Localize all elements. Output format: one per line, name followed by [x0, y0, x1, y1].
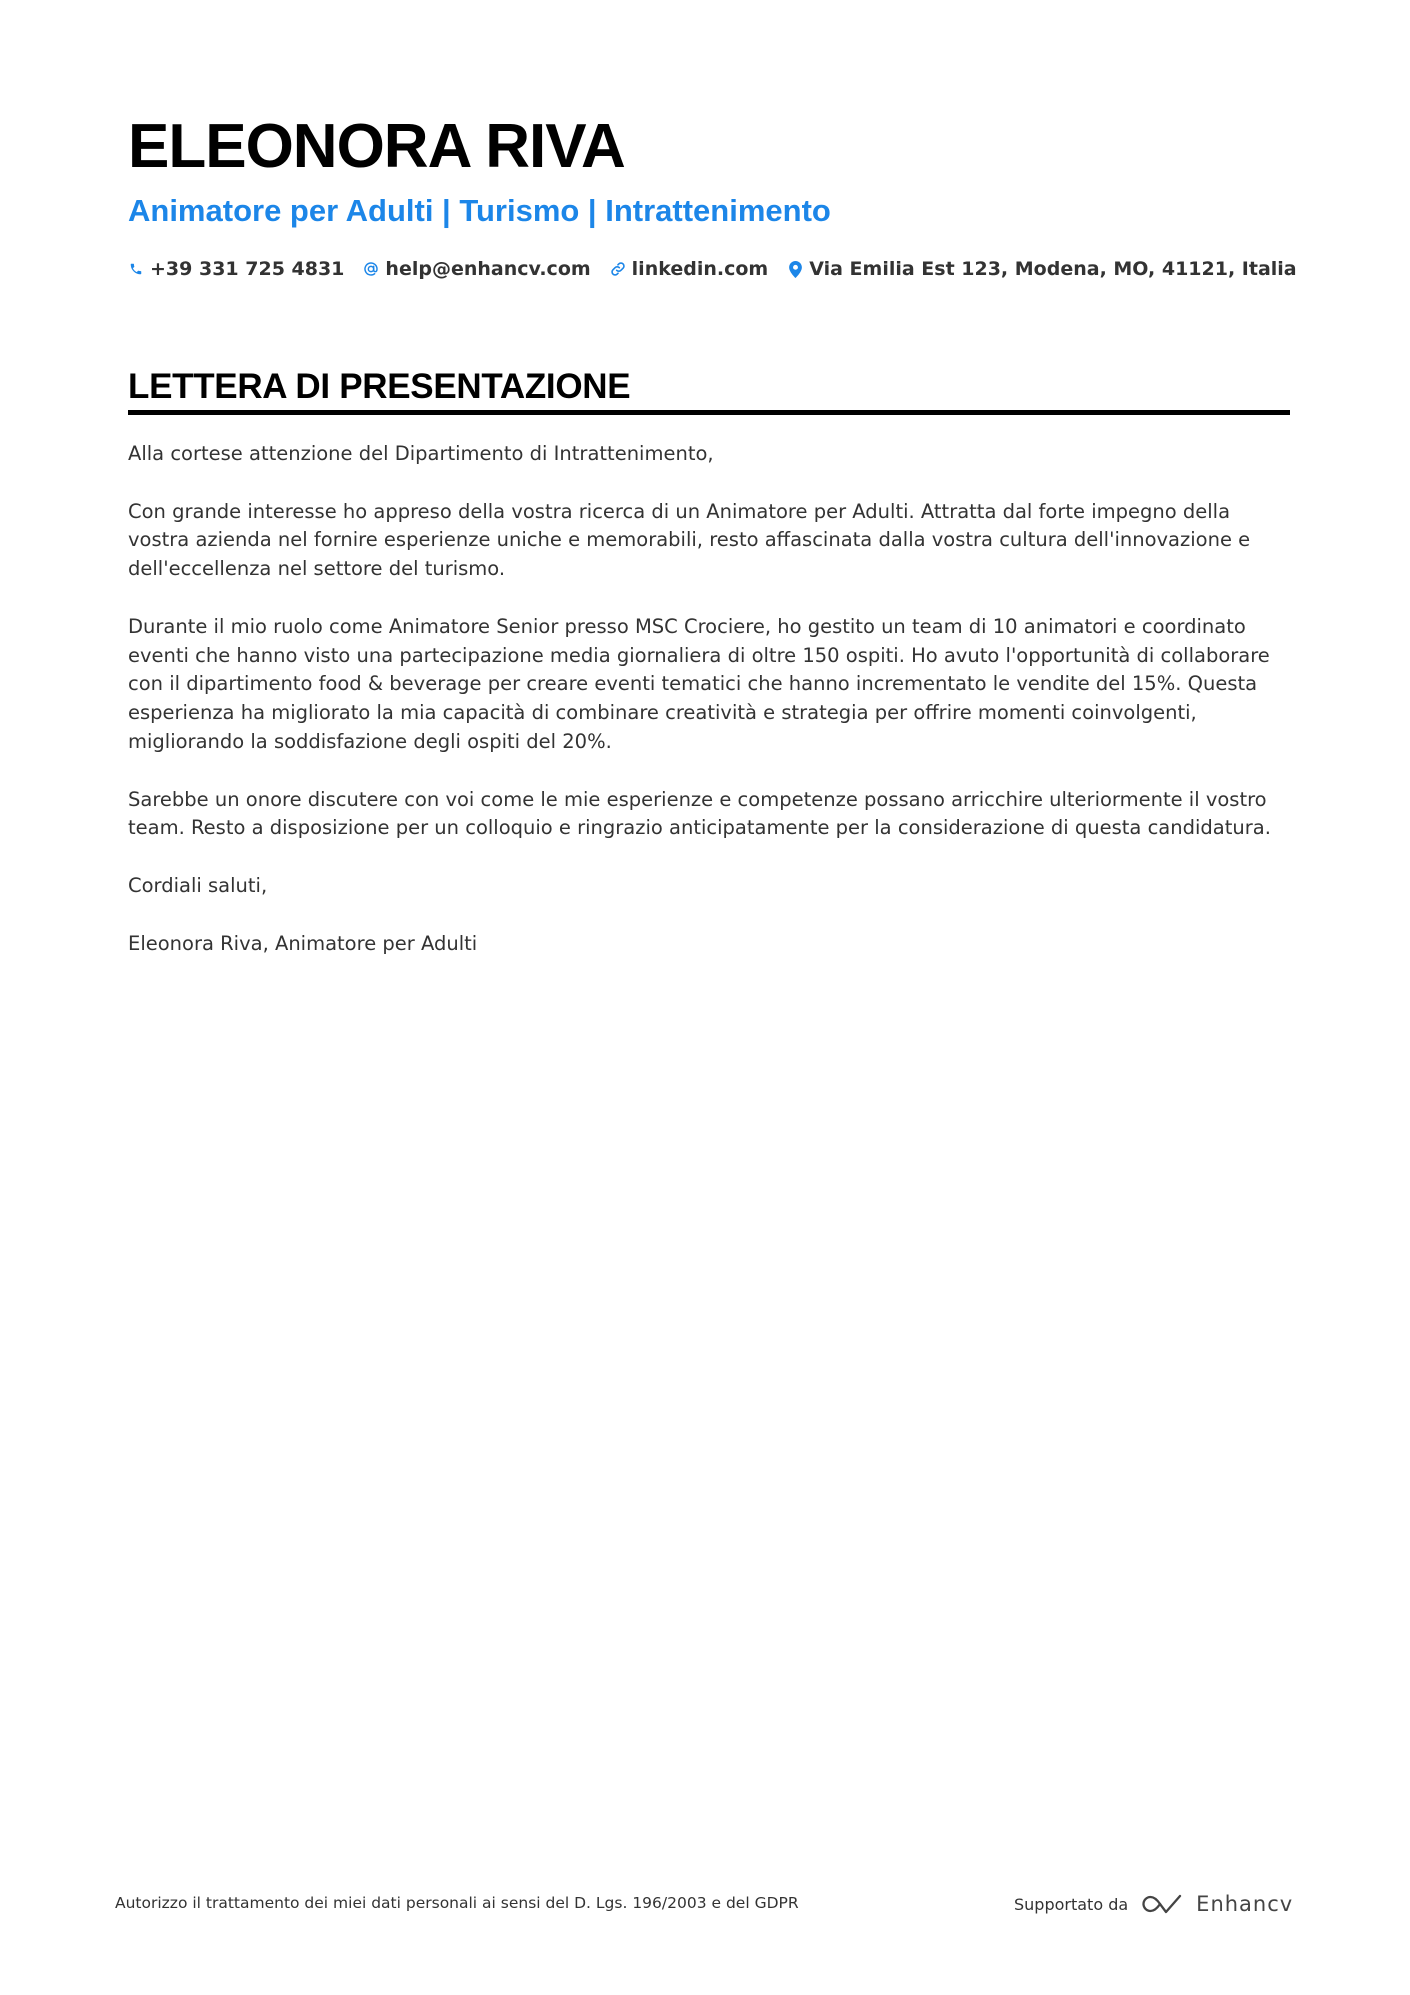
- contact-linkedin: [610, 258, 769, 280]
- letter-paragraph: Sarebbe un onore discutere con voi come le mie esperienze e competenze possano arricchire ulteriormente il vostro team. Resto a disposizione per un colloquio e ringrazio anticipatamente per la considerazione di questa candidatura.: [128, 787, 1271, 840]
- at-icon: [363, 259, 379, 279]
- letter-paragraph: Durante il mio ruolo come Animatore Senior presso MSC Crociere, ho gestito un team di 10 animatori e coordinato eventi che hanno visto una partecipazione media giornaliera di oltre 150 ospiti. Ho avuto l'opportunità di collaborare con il dipartimento food & beverage per creare eventi tematici che hanno incrementato le vendite del 15%. Questa esperienza ha migliorato la mia capacità di combinare creatività e strategia per offrire momenti coinvolgenti, migliorando la soddisfazione degli ospiti del 20%.: [128, 614, 1270, 753]
- contact-email-text: help@enhancv.com: [385, 258, 591, 280]
- letter-paragraph: Con grande interesse ho appreso della vostra ricerca di un Animatore per Adulti. Attratta dal forte impegno della vostra azienda nel fornire esperienze uniche e memorabili, resto affascinata dalla vostra cultura dell'innovazione e dell'eccellenza nel settore del turismo.: [128, 499, 1251, 581]
- section-heading: LETTERA DI PRESENTAZIONE: [128, 367, 631, 406]
- contact-address: [787, 258, 1296, 280]
- contact-address-text: Via Emilia Est 123, Modena, MO, 41121, Italia: [809, 258, 1297, 280]
- letter-salutation: Alla cortese attenzione del Dipartimento di Intrattenimento,: [128, 442, 714, 465]
- section-divider: [128, 410, 1290, 415]
- letter-signature: Eleonora Riva, Animatore per Adulti: [128, 931, 478, 955]
- candidate-name: ELEONORA RIVA: [128, 112, 625, 181]
- brand-name: Enhancv: [1196, 1892, 1294, 1916]
- contact-linkedin-text: linkedin.com: [631, 258, 769, 280]
- contact-bar: [128, 254, 1316, 284]
- candidate-title: Animatore per Adulti | Turismo | Intrattenimento: [128, 193, 831, 228]
- link-icon: [610, 259, 626, 279]
- powered-by[interactable]: [1014, 1886, 1293, 1922]
- privacy-consent-note: Autorizzo il trattamento dei miei dati personali ai sensi del D. Lgs. 196/2003 e del GDPR: [115, 1894, 799, 1912]
- contact-phone-text: +39 331 725 4831: [150, 258, 345, 280]
- enhancv-logo-icon: [1140, 1892, 1186, 1916]
- letter-closing: Cordiali saluti,: [128, 873, 268, 897]
- contact-phone: [128, 258, 344, 280]
- powered-by-label: Supportato da: [1014, 1894, 1129, 1914]
- contact-email: [363, 258, 590, 280]
- phone-icon: [128, 259, 144, 279]
- letter-body: [128, 440, 1292, 987]
- location-pin-icon: [787, 259, 803, 279]
